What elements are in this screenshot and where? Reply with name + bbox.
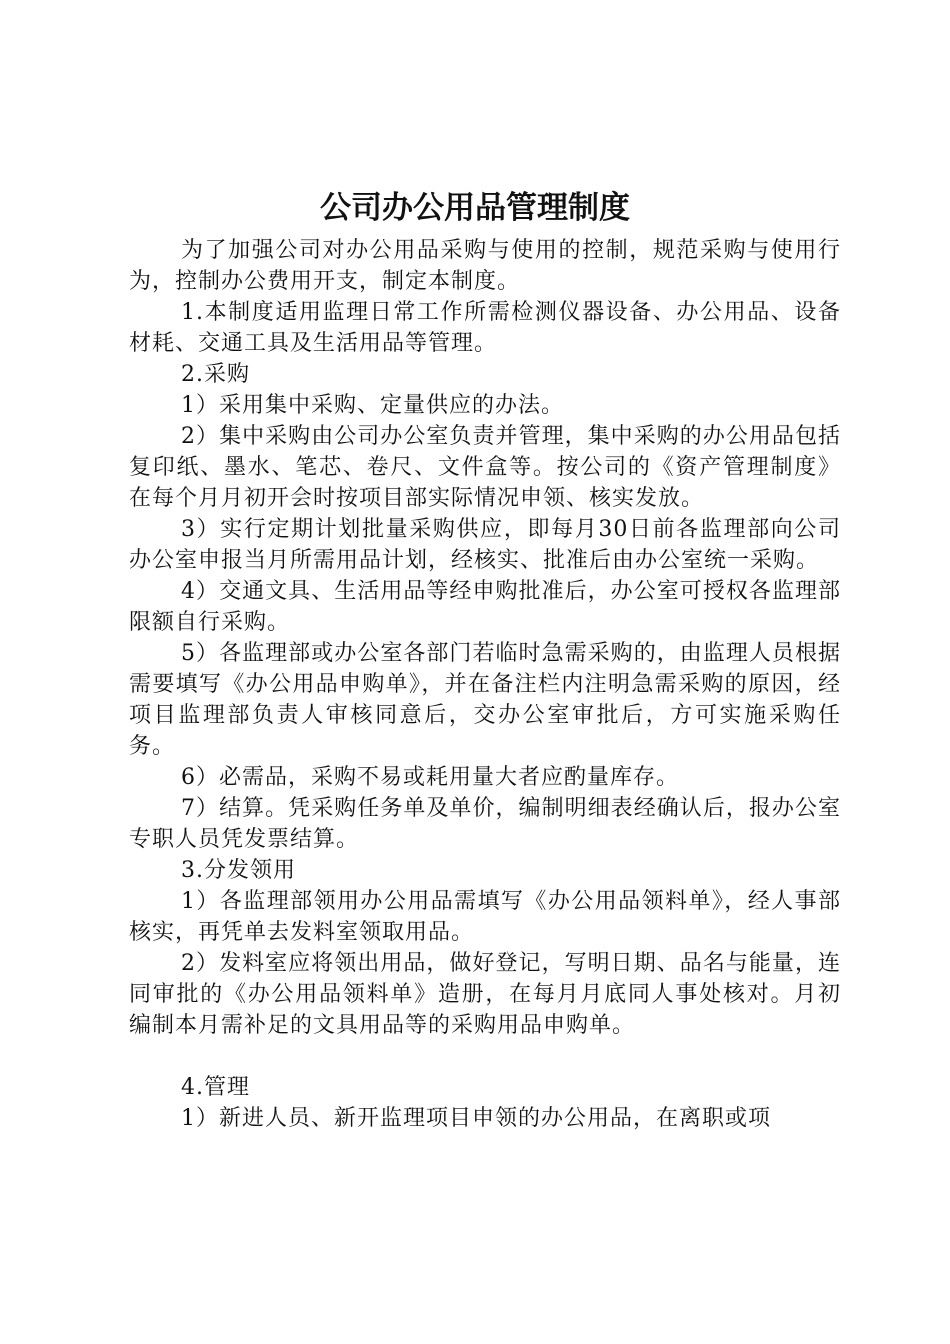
section-3-item: 1）各监理部领用办公用品需填写《办公用品领料单》，经人事部核实，再凭单去发料室领取用品。 (129, 889, 841, 945)
section-2-item: 3）实行定期计划批量采购供应，即每月30日前各监理部向公司办公室申报当月所需用品计划，经核实、批准后由办公室统一采购。 (129, 517, 841, 573)
section-4-heading: 4.管理 (181, 1075, 250, 1100)
section-2-heading: 2.采购 (181, 362, 250, 387)
section-2-item: 4）交通文具、生活用品等经申购批准后，办公室可授权各监理部限额自行采购。 (129, 579, 841, 635)
document-body (129, 235, 841, 1134)
section-2-item: 7）结算。凭采购任务单及单价，编制明细表经确认后，报办公室专职人员凭发票结算。 (129, 796, 841, 852)
section-2-item: 2）集中采购由公司办公室负责并管理，集中采购的办公用品包括复印纸、墨水、笔芯、卷尺、文件盒等。按公司的《资产管理制度》在每个月月初开会时按项目部实际情况申领、核实发放。 (129, 424, 841, 511)
section-1-paragraph: 1.本制度适用监理日常工作所需检测仪器设备、办公用品、设备材耗、交通工具及生活用品等管理。 (129, 300, 841, 356)
section-2-item: 6）必需品，采购不易或耗用量大者应酌量库存。 (181, 765, 679, 790)
section-2-item: 5）各监理部或办公室各部门若临时急需采购的，由监理人员根据需要填写《办公用品申购单》，并在备注栏内注明急需采购的原因，经项目监理部负责人审核同意后，交办公室审批后，方可实施采购任务。 (129, 641, 841, 759)
intro-paragraph: 为了加强公司对办公用品采购与使用的控制，规范采购与使用行为，控制办公费用开支，制定本制度。 (129, 238, 841, 294)
paragraph-spacer (129, 1041, 841, 1072)
section-3-heading: 3.分发领用 (181, 858, 296, 883)
section-2-item: 1）采用集中采购、定量供应的办法。 (181, 393, 564, 418)
section-3-item: 2）发料室应将领出用品，做好登记，写明日期、品名与能量，连同审批的《办公用品领料单》造册，在每月月底同人事处核对。月初编制本月需补足的文具用品等的采购用品申购单。 (129, 951, 841, 1038)
document-title: 公司办公用品管理制度 (320, 190, 630, 226)
section-4-item: 1）新进人员、新开监理项目申领的办公用品，在离职或项 (181, 1106, 771, 1131)
